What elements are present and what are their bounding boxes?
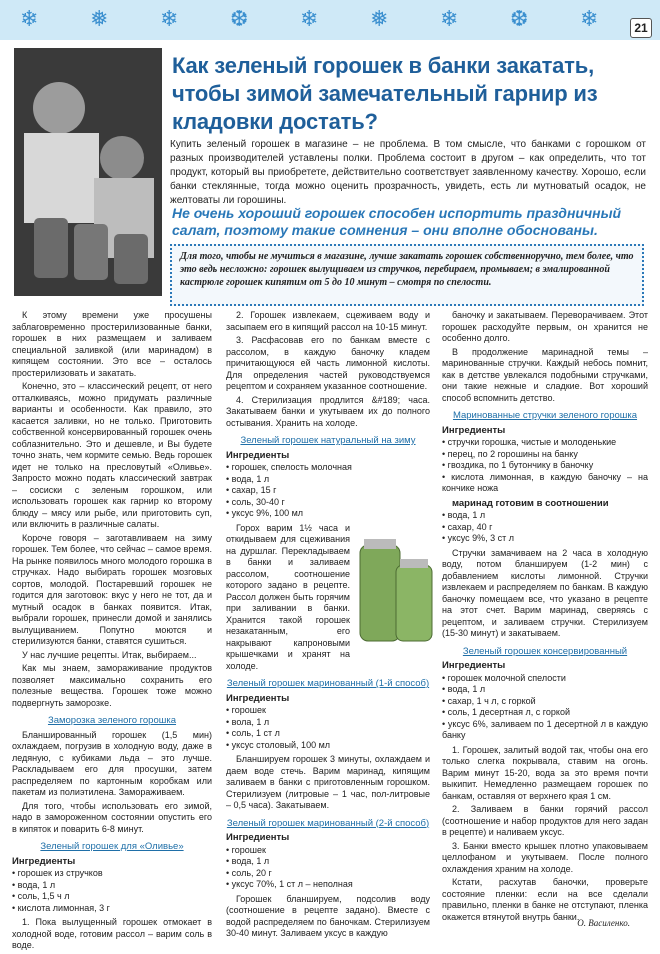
list-item: • горошек, спелость молочная	[226, 462, 430, 474]
list-item: • вода, 1 л	[226, 856, 430, 868]
snowflake-icon: ❄	[300, 6, 319, 31]
ingredients-list	[226, 705, 430, 751]
list-item: • гвоздика, по 1 бутончику в баночку	[442, 460, 648, 472]
list-item: • сахар, 15 г	[226, 485, 430, 497]
paragraph: баночку и закатываем. Переворачиваем. Этот горошек расходуйте первым, он хранится не особенно долго.	[442, 310, 648, 343]
list-item: • горошек молочной спелости	[442, 673, 648, 685]
recipe-heading: Заморозка зеленого горошка	[47, 715, 177, 726]
ingredients-heading: Ингредиенты	[226, 449, 290, 461]
paragraph: Кстати, расхутав баночки, проверьте состояние пленки: если на все сделали правильно, пленки в банке не отступают, пленка окажется втянутой внутрь банки.	[442, 877, 648, 922]
paragraph: Горошек бланшируем, подсолив воду (соотношение в рецепте задано). Вместе с водой распределяем по баночкам. Стерилизуем 30-40 минут. Заливаем уксус в каждую	[226, 893, 430, 938]
list-item: • уксус 9%, 100 мл	[226, 508, 430, 520]
author-signature: О. Василенко.	[577, 918, 630, 928]
snowflake-icon: ❅	[370, 6, 389, 31]
list-item: • стручки горошка, чистые и молоденькие	[442, 437, 648, 449]
snowflake-icon: ❆	[230, 6, 249, 31]
list-item: • соль, 1 ст л	[226, 728, 430, 740]
list-item: • уксус столовый, 100 мл	[226, 740, 430, 752]
article-title: Как зеленый горошек в банки закатать, чтобы зимой замечательный гарнир из кладовки достать?	[172, 53, 598, 134]
jars-illustration	[356, 525, 436, 645]
list-item: • кислота лимонная, 3 г	[12, 903, 212, 915]
list-item: • кислота лимонная, в каждую баночку – на кончике ножа	[442, 472, 648, 495]
recipe-heading: Зеленый горошек маринованный (2-й способ)	[226, 817, 430, 829]
photo-people-with-jars	[14, 48, 162, 296]
list-item: • горошек из стручков	[12, 868, 212, 880]
snowflake-icon: ❅	[90, 6, 109, 31]
recipe-heading: Зеленый горошек консервированный	[462, 645, 628, 657]
list-item: • горошек	[226, 845, 430, 857]
list-item: • вода, 1 л	[442, 684, 648, 696]
paragraph: 2. Заливаем в банки горячий рассол (соотношение и набор продуктов для него задан в рецепте) и наливаем уксус.	[442, 804, 648, 837]
list-item: • вода, 1 л	[226, 474, 430, 486]
snowflake-icon: ❄	[440, 6, 459, 31]
page-number: 21	[630, 18, 652, 38]
intro-paragraph: Купить зеленый горошек в магазине – не проблема. В том смысле, что банками с горошком от разных производителей уставлены полки. Проблема состоит в другом – как определить, что тот продукт, который вы приобретете, действительно соответствует заявленному качеству. Хорошо, если банки стеклянные, тогда можно оценить прозрачность, увидеть, есть ли мутноватый осадок, не желтоваты ли горошины.	[170, 139, 646, 206]
recipe-heading: Маринованные стручки зеленого горошка	[452, 410, 638, 421]
paragraph: Стручки замачиваем на 2 часа в холодную воду, потом бланшируем (1-2 мин) с добавлением кислоты лимонной. Стручки извлекаем и распределяем по банкам. В каждую баночку помещаем все, что указано в рецепте на этот счет. Варим маринад, сверяясь с рецептом, и заливаем стручки. Стерилизуем (15-30 минут) и закатываем.	[442, 547, 648, 638]
highlight-box: Для того, чтобы не мучиться в магазине, лучше закатать горошек собственноручно, тем более, что это ведь несложно: горошек вылущиваем из стручков, перебираем, промываем; в эмалированной кастрюле горошек кипятим от 5 до 10 минут – смотря по спелости.	[170, 244, 644, 306]
paragraph: 1. Горошек, залитый водой так, чтобы она его только слегка покрывала, ставим на огонь. Варим минут 15-20, вода за это время почти выкипит. Немедленно размещаем горошек по банкам, оставляя от верхнего края 1 см.	[442, 744, 648, 801]
column-3	[442, 310, 648, 925]
list-item: • перец, по 2 горошины на банку	[442, 449, 648, 461]
paragraph: Бланшированный горошек (1,5 мин) охлаждаем, погрузив в холодную воду, даже в ледяную, с кубиками льда – это лучше. Раскладываем его для просушки, затем распределяем по картонным коробкам или пакетам из полиэтилена. Замораживаем.	[12, 729, 212, 797]
paragraph: 3. Расфасовав его по банкам вместе с рассолом, в каждую баночку кладем причитающуюся ей часть лимонной кислоты. Для определения частей руководствуемся рецептом и сохраняем указанное соотношение.	[226, 335, 430, 391]
paragraph: 1. Пока вылущенный горошек отмокает в холодной воде, готовим рассол – варим соль в воде.	[12, 917, 212, 950]
ingredients-list	[226, 845, 430, 891]
paragraph: Короче говоря – заготавливаем на зиму горошек. Тем более, что сейчас – самое время. На рынке появилось много молодого горошка в стручках. Надо выбирать горошек мозговых сортов, молодой. Постаревший горошек не годится для заготовок: вкус у него не тот, да и мутный осадок в банках появится. Итак, выбрали горошек, принесли домой и занялись вылущиванием. Попутно моются и стерилизуются банки, ставятся сушиться.	[12, 532, 212, 646]
list-item: • соль, 30-40 г	[226, 497, 430, 509]
recipe-heading: Зеленый горошек натуральный на зиму	[240, 435, 416, 446]
paragraph: В продолжение маринадной темы – маринованные стручки. Каждый небось помнит, как в детстве увлекался подобными стручками, они такие нежные и сладкие. Вот хороший способ вспомнить детство.	[442, 346, 648, 403]
paragraph: 3. Банки вместо крышек плотно упаковываем целлофаном и укутываем. После полного охлаждения храним на холоде.	[442, 840, 648, 874]
ingredients-heading: Ингредиенты	[226, 692, 290, 704]
ingredients-heading: Ингредиенты	[12, 855, 76, 867]
ingredients-heading: Ингредиенты	[226, 832, 290, 843]
list-item: • соль, 20 г	[226, 868, 430, 880]
snowflake-icon: ❄	[580, 6, 599, 31]
ingredients-list	[226, 462, 430, 520]
paragraph: 2. Горошек извлекаем, сцеживаем воду и засыпаем его в кипящий рассол на 10-15 минут.	[226, 310, 430, 332]
paragraph: К этому времени уже просушены заблаговременно простерилизованные банки, горошек в них размещаем и заливаем специальной заливкой (или маринадом) в кипящем состоянии. Это все – осталось простерилизовать и закатать.	[12, 310, 212, 378]
list-item: • соль, 1 десертная л, с горкой	[442, 707, 648, 719]
list-item: • уксус 70%, 1 ст л – неполная	[226, 879, 430, 891]
list-item: • горошек	[226, 705, 430, 717]
lead-paragraph: Не очень хороший горошек способен испортить праздничный салат, поэтому такие сомнения – они вполне обоснованы.	[172, 205, 622, 238]
paragraph: Конечно, это – классический рецепт, от него отталкиваясь, можно придумать различные варианты и особенности. Как правило, это касается заливки, но не только. Приготовить собственной консервированный горошек очень соблазнительно. Это и дешевле, и Вы будете точно знать, чем кормите семью. Ведь горошек идет не только на пресловутый «Оливье». Запросто можно подать классический завтрак – сосиски с зеленым горошком, или использовать горошек как гарнир ко второму блюду – мясу или рыбе, или приготовить суп, или включить в различные салаты.	[12, 381, 212, 529]
list-item: • соль, 1,5 ч л	[12, 891, 212, 903]
snowflake-icon: ❆	[510, 6, 529, 31]
list-item: • вода, 1 л	[12, 880, 212, 892]
ingredients-list	[12, 868, 212, 914]
paragraph: Как мы знаем, замораживание продуктов позволяет максимально сохранить его полезные вещества. Горошек тоже можно подвергнуть заморозке.	[12, 663, 212, 708]
list-item: • вола, 1 л	[226, 717, 430, 729]
list-item: • уксус 6%, заливаем по 1 десертной л в каждую банку	[442, 719, 648, 742]
paragraph: У нас лучшие рецепты. Итак, выбираем...	[22, 649, 197, 660]
list-item: • сахар, 40 г	[442, 522, 648, 534]
list-item: • сахар, 1 ч л, с горкой	[442, 696, 648, 708]
marinade-heading: маринад готовим в соотношении	[452, 497, 609, 509]
list-item: • вода, 1 л	[442, 510, 648, 522]
list-item: • уксус 9%, 3 ст л	[442, 533, 648, 545]
decorative-banner	[0, 0, 660, 40]
snowflake-icon: ❄	[160, 6, 179, 31]
ingredients-list	[442, 673, 648, 742]
ingredients-list	[442, 510, 648, 545]
column-1	[12, 310, 212, 954]
snowflake-icon: ❄	[20, 6, 39, 31]
paragraph: Для того, чтобы использовать его зимой, надо в замороженном состоянии опустить его в кипяток и поварить 6-8 минут.	[12, 800, 212, 834]
paragraph: Бланшируем горошек 3 минуты, охлаждаем и даем воде стечь. Варим маринад, кипящим заливаем в банки с приготовленным горошком. Стерилизуем (литровые – 1 час, пол-литровые – 0,5 часа). Закатываем.	[226, 754, 430, 810]
paragraph: Горох варим 1½ часа и откидываем для сцеживания на дуршлаг. Перекладываем в банки и заливаем рассолом, соотношение которого задано в рецепте. Рассол должен быть горячим при заливании в банки. Хранится такой горошек незакатанным, его накрывают капроновыми крышечками и хранят на холоде.	[226, 522, 350, 671]
recipe-heading: Зеленый горошек для «Оливье»	[40, 841, 184, 852]
paragraph: 4. Стерилизация продлится &#189; часа. Закатываем банки и укутываем их до полного остывания. Хранить на холоде.	[226, 394, 430, 428]
ingredients-heading: Ингредиенты	[442, 424, 506, 436]
ingredients-list	[442, 437, 648, 495]
ingredients-heading: Ингредиенты	[442, 660, 506, 671]
recipe-heading: Зеленый горошек маринованный (1-й способ)	[226, 678, 430, 689]
